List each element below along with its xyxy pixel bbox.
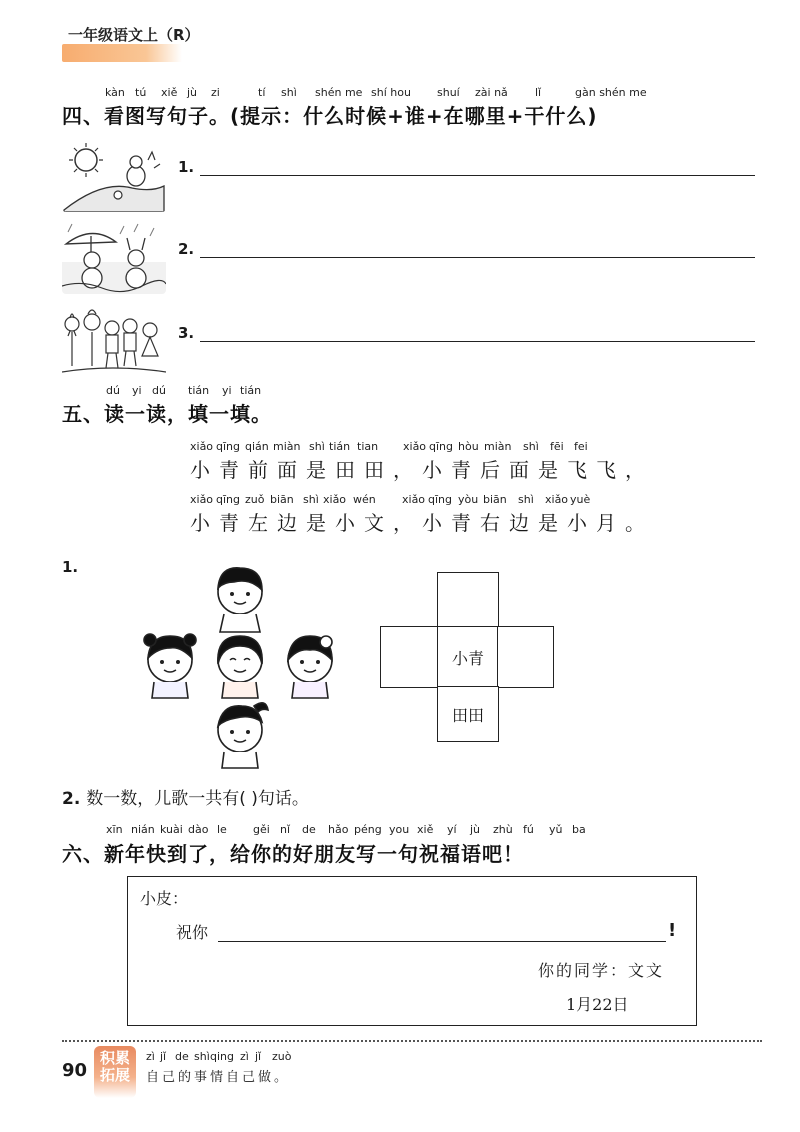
grid-cell-center: 小青 (437, 626, 499, 688)
poem-line-2: 小青左边是小文，小青右边是小月。 (190, 511, 654, 535)
header-highlight (62, 44, 182, 62)
section6-heading: 六、新年快到了，给你的好朋友写一句祝福语吧！ (62, 842, 524, 866)
item-number: 1. (178, 158, 195, 176)
book-title: 一年级语文上（R） (68, 26, 200, 44)
answer-line-1[interactable] (200, 175, 755, 176)
item-number: 3. (178, 324, 195, 342)
umbrella-rain-animals-image (62, 222, 166, 294)
section4-heading: 四、看图写句子。(提示：什么时候+谁+在哪里+干什么) (62, 104, 598, 128)
poem-line-1: 小青前面是田田，小青后面是飞飞， (190, 458, 654, 482)
card-salutation: 小皮： (140, 889, 189, 908)
card-wish-prefix: 祝你 (176, 923, 209, 942)
grid-cell-left[interactable] (380, 626, 439, 688)
wish-input-line[interactable] (218, 941, 666, 942)
sun-hill-animals-image (62, 140, 166, 212)
grid-cell-behind: 田田 (437, 686, 499, 742)
question-1-number: 1. (62, 558, 79, 576)
grid-cell-front[interactable] (437, 572, 499, 628)
question-2: 2. 数一数，儿歌一共有( )句话。 (62, 789, 309, 809)
card-signature: 你的同学：文文 (538, 961, 665, 980)
answer-line-2[interactable] (200, 257, 755, 258)
section5-heading: 五、读一读，填一填。 (62, 402, 272, 426)
item-number: 2. (178, 240, 195, 258)
grid-cell-right[interactable] (497, 626, 554, 688)
footer-tip: 自己的事情自己做。 (146, 1070, 291, 1085)
card-date: 1月22日 (566, 995, 629, 1014)
answer-line-3[interactable] (200, 341, 755, 342)
children-planting-trees-image (62, 306, 166, 378)
children-positions-image (140, 560, 340, 770)
page-number: 90 (62, 1060, 88, 1081)
accumulation-badge: 积累拓展 (94, 1046, 136, 1098)
card-exclamation: ! (668, 920, 677, 941)
footer-divider (62, 1040, 762, 1042)
